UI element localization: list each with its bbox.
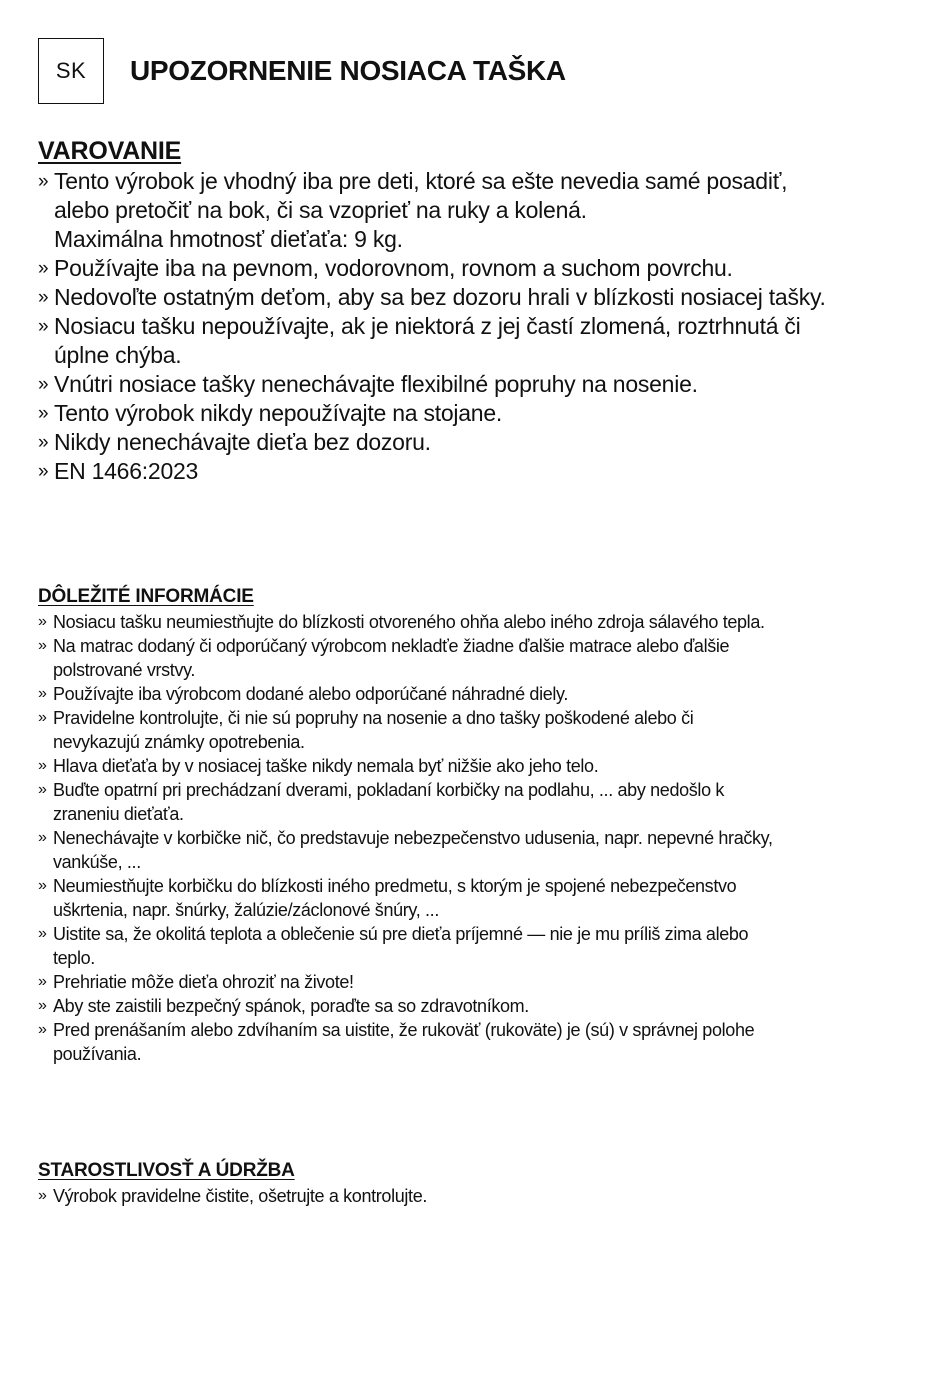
bullet-marker: » [38, 757, 47, 774]
list-item-line: uškrtenia, napr. šnúrky, žalúzie/záclonové šnúry, ... [53, 900, 439, 920]
bullet-marker: » [38, 925, 47, 942]
list-item-line: Pravidelne kontrolujte, či nie sú popruhy na nosenie a dno tašky poškodené alebo či [53, 708, 694, 728]
important-info-list [38, 610, 918, 1066]
list-item [38, 428, 918, 457]
bullet-marker: » [38, 403, 49, 424]
list-item-line: teplo. [53, 948, 95, 968]
bullet-marker: » [38, 171, 49, 192]
document-title: UPOZORNENIE NOSIACA TAŠKA [130, 55, 566, 86]
bullet-marker: » [38, 258, 49, 279]
important-info-section [38, 584, 918, 1066]
list-item-line: Nedovoľte ostatným deťom, aby sa bez dozoru hrali v blízkosti nosiacej tašky. [54, 284, 826, 310]
list-item-line: používania. [53, 1044, 142, 1064]
care-section [38, 1158, 918, 1208]
care-heading: STAROSTLIVOSŤ A ÚDRŽBA [38, 1160, 295, 1181]
list-item [38, 254, 918, 283]
list-item-line: alebo pretočiť na bok, či sa vzoprieť na ruky a kolená. [54, 197, 587, 223]
list-item [38, 610, 918, 634]
bullet-marker: » [38, 685, 47, 702]
bullet-marker: » [38, 461, 49, 482]
list-item-line: Hlava dieťaťa by v nosiacej taške nikdy nemala byť nižšie ako jeho telo. [53, 756, 599, 776]
document-header [38, 38, 918, 106]
bullet-marker: » [38, 613, 47, 630]
bullet-marker: » [38, 432, 49, 453]
bullet-marker: » [38, 374, 49, 395]
warning-section [38, 136, 918, 486]
bullet-marker: » [38, 829, 47, 846]
bullet-marker: » [38, 877, 47, 894]
list-item-line: Prehriatie môže dieťa ohroziť na živote! [53, 972, 354, 992]
list-item-line: zraneniu dieťaťa. [53, 804, 184, 824]
list-item-line: Nenechávajte v korbičke nič, čo predstavuje nebezpečenstvo udusenia, napr. nepevné hračky, [53, 828, 773, 848]
list-item [38, 399, 918, 428]
bullet-marker: » [38, 316, 49, 337]
bullet-marker: » [38, 1021, 47, 1038]
list-item-line: nevykazujú známky opotrebenia. [53, 732, 305, 752]
list-item-line: Neumiestňujte korbičku do blízkosti iného predmetu, s ktorým je spojené nebezpečenstvo [53, 876, 737, 896]
bullet-marker: » [38, 997, 47, 1014]
language-code-box: SK [38, 38, 104, 104]
care-list [38, 1184, 918, 1208]
list-item-line: Tento výrobok je vhodný iba pre deti, ktoré sa ešte nevedia samé posadiť, [54, 168, 788, 194]
list-item [38, 312, 918, 370]
bullet-marker: » [38, 709, 47, 726]
list-item [38, 682, 918, 706]
bullet-marker: » [38, 1187, 47, 1204]
list-item-line: Buďte opatrní pri prechádzaní dverami, pokladaní korbičky na podlahu, ... aby nedošlo k [53, 780, 725, 800]
list-item-line: Používajte iba na pevnom, vodorovnom, rovnom a suchom povrchu. [54, 255, 733, 281]
list-item [38, 754, 918, 778]
list-item [38, 167, 918, 254]
list-item-line: Pred prenášaním alebo zdvíhaním sa uistite, že rukoväť (rukoväte) je (sú) v správnej polohe [53, 1020, 755, 1040]
list-item-line: vankúše, ... [53, 852, 141, 872]
list-item [38, 457, 918, 486]
list-item [38, 922, 918, 970]
list-item [38, 826, 918, 874]
list-item-line: Uistite sa, že okolitá teplota a oblečenie sú pre dieťa príjemné — nie je mu príliš zima alebo [53, 924, 749, 944]
warning-list [38, 167, 918, 486]
warning-heading: VAROVANIE [38, 137, 182, 165]
list-item-line: Nosiacu tašku nepoužívajte, ak je niektorá z jej častí zlomená, roztrhnutá či [54, 313, 801, 339]
list-item-line: Nikdy nenechávajte dieťa bez dozoru. [54, 429, 431, 455]
list-item-line: Výrobok pravidelne čistite, ošetrujte a kontrolujte. [53, 1186, 428, 1206]
list-item [38, 778, 918, 826]
list-item-line: Tento výrobok nikdy nepoužívajte na stojane. [54, 400, 503, 426]
list-item [38, 634, 918, 682]
list-item [38, 994, 918, 1018]
important-info-heading: DÔLEŽITÉ INFORMÁCIE [38, 586, 254, 607]
list-item [38, 283, 918, 312]
list-item-line: Vnútri nosiace tašky nenechávajte flexibilné popruhy na nosenie. [54, 371, 698, 397]
list-item-line: Používajte iba výrobcom dodané alebo odporúčané náhradné diely. [53, 684, 568, 704]
list-item [38, 370, 918, 399]
list-item-line: Maximálna hmotnosť dieťaťa: 9 kg. [54, 226, 403, 252]
list-item [38, 706, 918, 754]
list-item-line: Na matrac dodaný či odporúčaný výrobcom nekladťe žiadne ďalšie matrace alebo ďalšie [53, 636, 730, 656]
list-item-line: Nosiacu tašku neumiestňujte do blízkosti otvoreného ohňa alebo iného zdroja sálavého tepla. [53, 612, 765, 632]
bullet-marker: » [38, 287, 49, 308]
list-item-line: polstrované vrstvy. [53, 660, 196, 680]
list-item-line: EN 1466:2023 [54, 458, 199, 484]
list-item-line: úplne chýba. [54, 342, 182, 368]
list-item [38, 1184, 918, 1208]
bullet-marker: » [38, 781, 47, 798]
list-item [38, 874, 918, 922]
list-item [38, 1018, 918, 1066]
bullet-marker: » [38, 637, 47, 654]
bullet-marker: » [38, 973, 47, 990]
list-item-line: Aby ste zaistili bezpečný spánok, poraďte sa so zdravotníkom. [53, 996, 529, 1016]
list-item [38, 970, 918, 994]
